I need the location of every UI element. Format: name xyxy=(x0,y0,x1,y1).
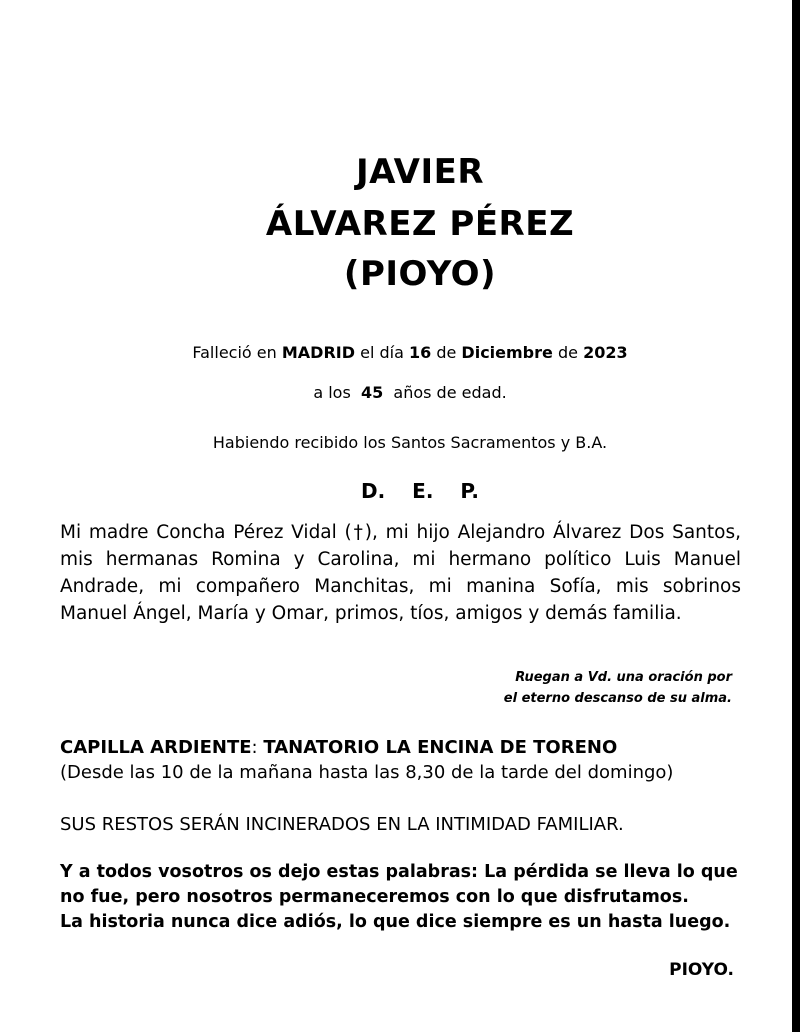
page-right-border xyxy=(792,0,800,1032)
chapel-label: CAPILLA ARDIENTE xyxy=(60,737,252,758)
deceased-nickname: (PIOYO) xyxy=(343,254,497,294)
death-info xyxy=(0,343,800,362)
deceased-surnames: ÁLVAREZ PÉREZ xyxy=(265,204,575,244)
chapel-place: TANATORIO LA ENCINA DE TORENO xyxy=(263,737,618,758)
remains-notice: SUS RESTOS SERÁN INCINERADOS EN LA INTIMIDAD FAMILIAR. xyxy=(60,814,624,835)
death-of-2: de xyxy=(557,343,578,362)
closing-line-3: La historia nunca dice adiós, lo que dice siempre es un hasta luego. xyxy=(60,912,731,932)
age-info xyxy=(0,383,800,402)
sacraments-line: Habiendo recibido los Santos Sacramentos y B.A. xyxy=(212,433,608,452)
chapel-separator: : xyxy=(251,737,264,758)
prayer-line-1: Ruegan a Vd. una oración por xyxy=(515,670,732,685)
dep-letter-e: E. xyxy=(412,479,434,503)
family-paragraph: Mi madre Concha Pérez Vidal (†), mi hijo Alejandro Álvarez Dos Santos, mis hermanas Romina y Carolina, mi hermano político Luis Manuel Andrade, mi compañero Manchitas, mi manina Sofía, mis sobrinos Manuel Ángel, María y Omar, primos, tíos, amigos y demás familia. xyxy=(60,522,741,624)
age-value: 45 xyxy=(360,383,384,402)
signature: PIOYO. xyxy=(669,960,734,980)
dep-letter-p: P. xyxy=(460,479,479,503)
age-suffix: años de edad. xyxy=(393,383,507,402)
death-month: Diciembre xyxy=(461,343,553,362)
dep-letter-d: D. xyxy=(361,479,386,503)
deceased-first-name: JAVIER xyxy=(355,152,485,192)
dep-heading xyxy=(0,479,800,503)
closing-line-1: Y a todos vosotros os dejo estas palabras: La pérdida se lleva lo que xyxy=(60,862,738,882)
death-prefix: Falleció en xyxy=(192,343,277,362)
death-day: 16 xyxy=(408,343,432,362)
death-year: 2023 xyxy=(583,343,628,362)
prayer-line-2: el eterno descanso de su alma. xyxy=(503,691,732,706)
chapel-schedule: (Desde las 10 de la mañana hasta las 8,30 de la tarde del domingo) xyxy=(60,762,674,783)
closing-line-2: no fue, pero nosotros permaneceremos con lo que disfrutamos. xyxy=(60,887,689,907)
chapel-line xyxy=(60,737,617,758)
closing-message xyxy=(60,860,750,935)
death-day-prefix: el día xyxy=(360,343,404,362)
age-prefix: a los xyxy=(313,383,351,402)
death-city: MADRID xyxy=(281,343,355,362)
death-of-1: de xyxy=(436,343,457,362)
